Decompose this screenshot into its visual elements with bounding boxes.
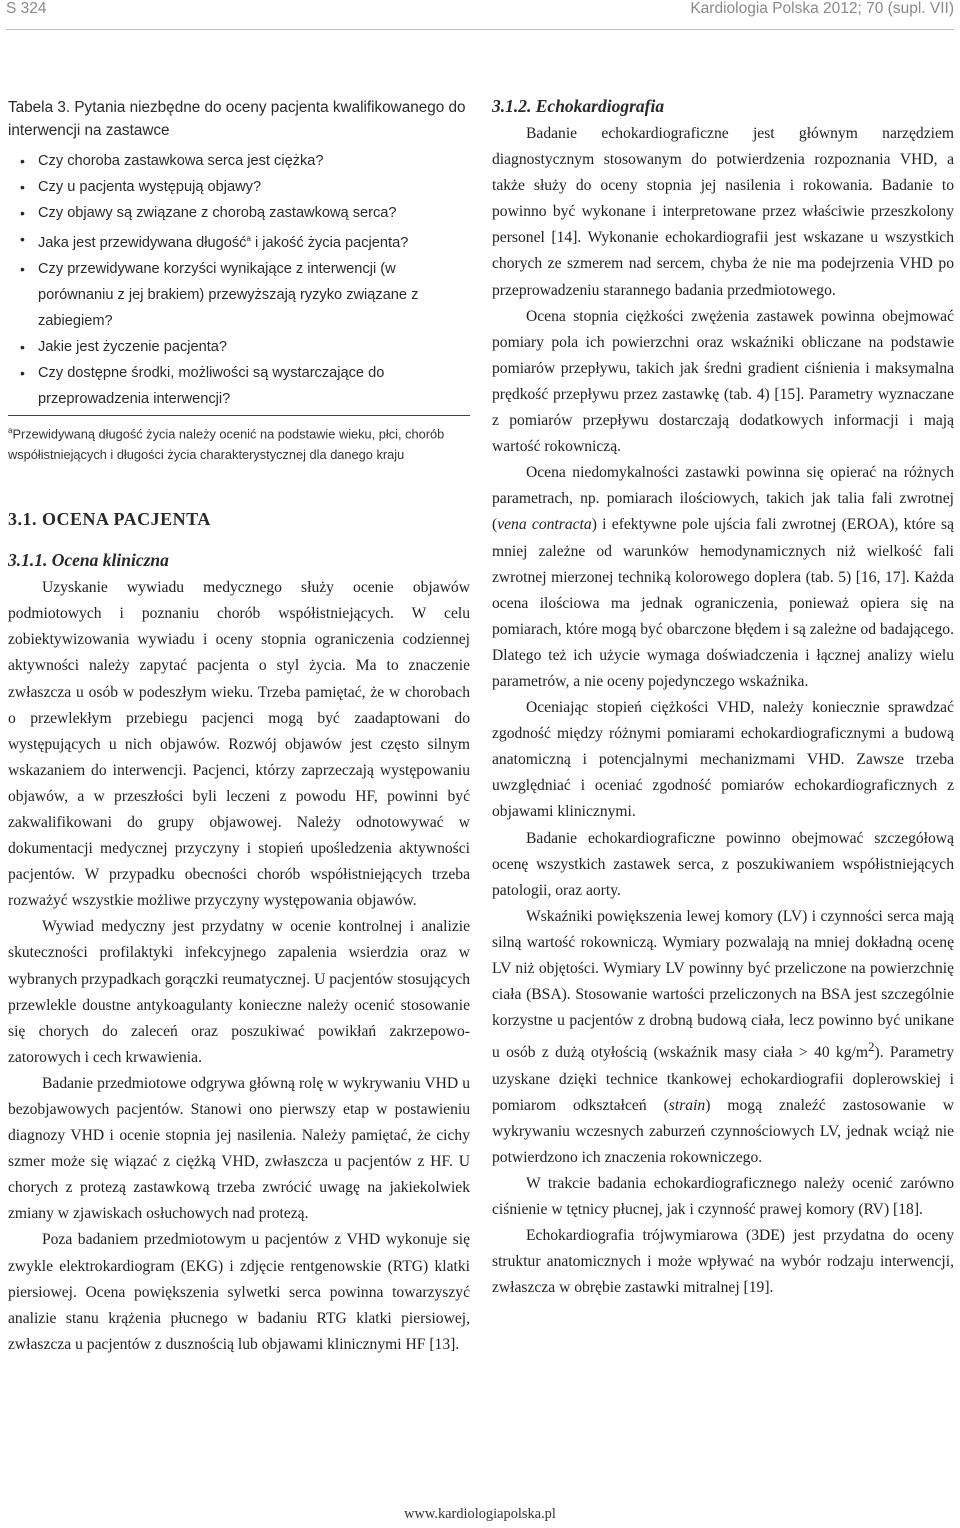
subsection-heading: 3.1.1. Ocena kliniczna xyxy=(8,550,169,571)
paragraph: Echokardiografia trójwymiarowa (3DE) jest przydatna do oceny struktur anatomicznych i może wpływać na wybór rodzaju interwencji, zwłaszcza w obrębie zastawki mitralnej [19]. xyxy=(492,1227,954,1297)
footnote-text: Przewidywaną długość życia należy ocenić na podstawie wieku, płci, chorób współistniejących i długości życia charakterystycznej dla danego kraju xyxy=(8,426,445,463)
list-item: • Czy u pacjenta występują objawy? xyxy=(14,174,470,200)
list-item: • Czy choroba zastawkowa serca jest ciężka? xyxy=(14,148,470,174)
paragraph: Badanie przedmiotowe odgrywa główną rolę w wykrywaniu VHD u bezobjawowych pacjentów. Stanowi ono pierwszy etap w postawieniu diagnozy VHD i ocenie stopnia jej nasilenia. Należy pamiętać, że cichy szmer może się wiązać z ciężką VHD, zwłaszcza u pacjentów z HF. U chorych z protezą zastawkową trzeba zwrócić uwagę na jakiekolwiek zmiany w zjawiskach osłuchowych nad protezą. xyxy=(8,1074,470,1223)
table-label: Tabela 3. xyxy=(8,99,71,116)
question-list xyxy=(8,148,470,416)
page-number: S 324 xyxy=(6,0,47,17)
table-caption: Pytania niezbędne do oceny pacjenta kwalifikowanego do interwencji na zastawce xyxy=(8,99,466,139)
footnote-marker: a xyxy=(246,234,251,243)
table-3 xyxy=(8,96,470,465)
page-header xyxy=(6,0,954,36)
paragraph-text: ) mogą znaleźć zastosowanie w wykrywaniu wczesnych zaburzeń czynnościowych LV, jednak wciąż nie potwierdzono ich znaczenia rokowniczego. xyxy=(492,1096,954,1166)
superscript: 2 xyxy=(868,1039,875,1055)
table-title xyxy=(8,96,470,142)
list-item: • Czy przewidywane korzyści wynikające z interwencji (w porównaniu z jej brakiem) przewyższają ryzyko związane z zabiegiem? xyxy=(14,256,470,334)
italic-term: strain xyxy=(668,1096,706,1114)
list-item: • Czy dostępne środki, możliwości są wystarczające do przeprowadzenia interwencji? xyxy=(14,360,470,412)
paragraph: W trakcie badania echokardiograficznego należy ocenić zarówno ciśnienie w tętnicy płucnej, jak i czynność prawej komory (RV) [18]. xyxy=(492,1174,954,1219)
list-item: • Czy objawy są związane z chorobą zastawkową serca? xyxy=(14,200,470,226)
paragraph xyxy=(492,904,954,1171)
paragraph xyxy=(492,460,954,695)
header-rule xyxy=(6,29,954,30)
paragraph-text: ) i efektywne pole ujścia fali zwrotnej (EROA), które są mniej zależne od warunków hemodynamicznych niż wielkość fali zwrotnej mierzonej techniką kolorowego doplera (tab. 5) [16, 17]. Każda ocena ilościowa ma jednak ograniczenia, ponieważ opiera się na pomiarach, które mogą być obarczone błędem i są zależne od badającego. Dlatego też ich użycie wymaga doświadczenia i łącznej analizy wielu parametrów, a nie oceny pojedynczego wskaźnika. xyxy=(492,516,954,690)
subsection-heading: 3.1.2. Echokardiografia xyxy=(492,96,665,116)
paragraph: Badanie echokardiograficzne powinno obejmować szczegółową ocenę wszystkich zastawek serca, z poszukiwaniem współistniejących patologii, oraz aorty. xyxy=(492,829,954,899)
paragraph: Wywiad medyczny jest przydatny w ocenie kontrolnej i analizie skuteczności profilaktyki infekcyjnego zapalenia wsierdzia oraz w wybranych przypadkach gorączki reumatycznej. U pacjentów stosujących przewlekle doustne antykoagulanty konieczne należy ocenić stosowanie się chorych do zaleceń oraz poszukiwać powikłań zakrzepowo-zatorowych i cech krwawienia. xyxy=(8,918,470,1066)
list-item-tail: i jakość życia pacjenta? xyxy=(250,234,409,251)
italic-term: vena contracta xyxy=(497,516,592,534)
paragraph: Badanie echokardiograficzne jest głównym narzędziem diagnostycznym stosowanym do potwierdzenia rozpoznania VHD, a także służy do oceny stopnia jej nasilenia i rokowania. Badanie to powinno być wykonane i interpretowane przez właściwie przeszkolony personel [14]. Wykonanie echokardiografii jest wskazane u wszystkich chorych ze szmerem nad sercem, chyba że nie ma podejrzenia VHD po przeprowadzeniu starannego badania przedmiotowego. xyxy=(492,125,954,299)
paragraph-text: Ocena niedomykalności zastawki powinna się opierać na różnych parametrach, np. pomiarach ilościowych, takich jak talia fali zwrotnej ( xyxy=(492,464,954,534)
journal-citation: Kardiologia Polska 2012; 70 (supl. VII) xyxy=(690,0,954,17)
paragraph: Oceniając stopień ciężkości VHD, należy koniecznie sprawdzać zgodność między różnymi pomiarami echokardiograficznymi a budową anatomiczną i potencjalnymi mechanizmami VHD. Zawsze trzeba uwzględniać i oceniać zgodność pomiarów echokardiograficznych z objawami klinicznymi. xyxy=(492,699,954,821)
table-footnote xyxy=(8,420,470,465)
paragraph-text: Wskaźniki powiększenia lewej komory (LV) i czynności serca mają silną wartość rokowniczą. Wymiary pozwalają na mniej dokładną ocenę LV niż objętości. Wymiary LV powinny być przeliczone na powierzchnię ciała (BSA). Stosowanie wartości przeliczonych na BSA jest szczególnie korzystne u pacjentów z drobną budową ciała, lecz powinno być unikane u osób z dużą otyłością (wskaźnik masy ciała > 40 kg/m xyxy=(492,907,954,1062)
page-footer[interactable]: www.kardiologiapolska.pl xyxy=(404,1506,556,1522)
list-item-text: Jaka jest przewidywana długość xyxy=(38,234,247,251)
section-heading: 3.1. OCENA PACJENTA xyxy=(8,509,211,530)
list-item xyxy=(14,226,470,256)
paragraph: Poza badaniem przedmiotowym u pacjentów z VHD wykonuje się zwykle elektrokardiogram (EKG) i zdjęcie rentgenowskie (RTG) klatki piersiowej. Ocena powiększenia sylwetki serca powinna towarzyszyć analizie stanu krążenia płucnego w badaniu RTG klatki piersiowej, zwłaszcza u pacjentów z dusznością lub objawami klinicznymi HF [13]. xyxy=(8,1231,470,1353)
paragraph: Ocena stopnia ciężkości zwężenia zastawek powinna obejmować pomiary pola ich powierzchni oraz wskaźniki obliczane na podstawie pomiarów przepływu, takich jak średni gradient ciśnienia i maksymalna prędkość przepływu przez zastawkę (tab. 4) [15]. Parametry wyznaczane z pomiarów przepływu dostarczają dodatkowych informacji i mają wartość rokowniczą. xyxy=(492,307,954,456)
paragraph-text: ). Parametry uzyskane dzięki technice tkankowej echokardiografii doplerowskiej i pomiarom odkształceń ( xyxy=(492,1044,954,1114)
paragraph: Uzyskanie wywiadu medycznego służy ocenie objawów podmiotowych i poznaniu chorób współistniejących. W celu zobiektywizowania wywiadu i oceny stopnia ograniczenia codziennej aktywności należy zapytać pacjenta o styl życia. Ma to znaczenie zwłaszcza u osób w podeszłym wieku. Trzeba pamiętać, że w chorobach o przewlekłym przebiegu pacjenci mogą być zaadaptowani do występujących u nich objawów. Rozwój objawów jest często silnym wskazaniem do interwencji. Pacjenci, którzy zaprzeczają występowaniu objawów, a w przeszłości byli leczeni z powodu HF, powinni być zakwalifikowani do grupy objawowej. Należy odnotowywać w dokumentacji medycznej przyczyny i stopień upośledzenia aktywności pacjentów. W przypadku obecności chorób współistniejących trzeba rozważyć wszystkie możliwe przyczyny występowania objawów. xyxy=(8,579,470,910)
left-column xyxy=(8,96,470,1358)
footnote-marker: a xyxy=(8,425,13,435)
list-item: • Jakie jest życzenie pacjenta? xyxy=(14,334,470,360)
right-column xyxy=(492,96,954,1301)
